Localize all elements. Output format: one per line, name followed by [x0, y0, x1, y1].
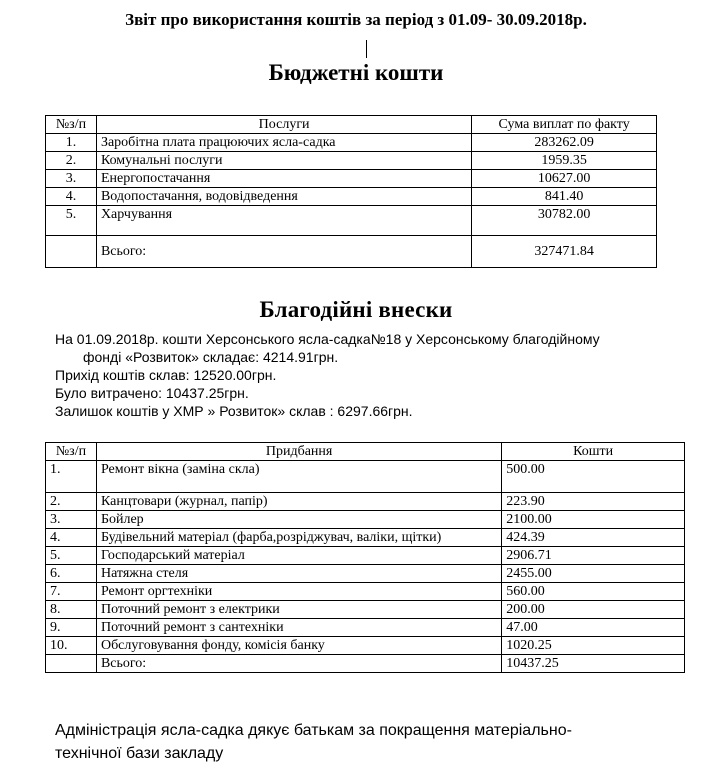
total-row [46, 236, 657, 268]
info-line: На 01.09.2018р. кошти Херсонського ясла-садка№18 у Херсонському благодійному [55, 331, 600, 347]
col-header-number: №з/п [46, 116, 97, 134]
total-value: 327471.84 [472, 236, 657, 268]
total-row [46, 655, 685, 673]
total-label: Всього: [96, 655, 501, 673]
row-item: Бойлер [96, 511, 501, 529]
row-number: 5. [46, 206, 97, 236]
purchases-table [45, 442, 685, 673]
table-row [46, 170, 657, 188]
row-number: 2. [46, 152, 97, 170]
row-number: 1. [46, 134, 97, 152]
budget-table [45, 115, 657, 268]
row-service: Заробітна плата працюючих ясла-садка [96, 134, 471, 152]
table-row [46, 583, 685, 601]
row-service: Харчування [96, 206, 471, 236]
row-item: Поточний ремонт з сантехніки [96, 619, 501, 637]
table-row [46, 637, 685, 655]
row-number: 5. [46, 547, 97, 565]
row-sum: 223.90 [502, 493, 685, 511]
row-item: Натяжна стеля [96, 565, 501, 583]
total-number-cell [46, 655, 97, 673]
table-header-row [46, 116, 657, 134]
row-sum: 10627.00 [472, 170, 657, 188]
total-label: Всього: [96, 236, 471, 268]
row-number: 9. [46, 619, 97, 637]
row-item: Ремонт оргтехніки [96, 583, 501, 601]
row-sum: 30782.00 [472, 206, 657, 236]
charity-info [55, 330, 695, 420]
total-value: 10437.25 [502, 655, 685, 673]
info-line: Залишок коштів у ХМР » Розвиток» склав : 6297.66грн. [55, 403, 413, 419]
row-number: 3. [46, 511, 97, 529]
table-header-row [46, 443, 685, 461]
table-row [46, 619, 685, 637]
row-sum: 200.00 [502, 601, 685, 619]
row-number: 10. [46, 637, 97, 655]
col-header-number: №з/п [46, 443, 97, 461]
row-sum: 2455.00 [502, 565, 685, 583]
table-row [46, 493, 685, 511]
row-number: 6. [46, 565, 97, 583]
table-row [46, 134, 657, 152]
row-sum: 424.39 [502, 529, 685, 547]
col-header-sum: Сума виплат по факту [472, 116, 657, 134]
row-sum: 2906.71 [502, 547, 685, 565]
total-number-cell [46, 236, 97, 268]
row-number: 4. [46, 529, 97, 547]
table-row [46, 511, 685, 529]
table-row [46, 529, 685, 547]
table-row [46, 547, 685, 565]
table-row [46, 565, 685, 583]
col-header-purchases: Придбання [96, 443, 501, 461]
row-sum: 1959.35 [472, 152, 657, 170]
table-row [46, 152, 657, 170]
row-number: 8. [46, 601, 97, 619]
table-row [46, 461, 685, 493]
row-item: Будівельний матеріал (фарба,розріджувач, валіки, щітки) [96, 529, 501, 547]
row-service: Водопостачання, водовідведення [96, 188, 471, 206]
budget-heading: Бюджетні кошти [268, 60, 444, 85]
row-item: Ремонт вікна (заміна скла) [96, 461, 501, 493]
row-item: Канцтовари (журнал, папір) [96, 493, 501, 511]
col-header-funds: Кошти [502, 443, 685, 461]
row-number: 4. [46, 188, 97, 206]
text-cursor [366, 40, 367, 58]
info-line: Було витрачено: 10437.25грн. [55, 385, 249, 401]
footer-note [55, 719, 695, 765]
row-number: 1. [46, 461, 97, 493]
charity-heading: Благодійні внески [259, 297, 453, 322]
col-header-services: Послуги [96, 116, 471, 134]
table-row [46, 188, 657, 206]
row-sum: 47.00 [502, 619, 685, 637]
row-item: Поточний ремонт з електрики [96, 601, 501, 619]
info-line: фонді «Розвиток» складає: 4214.91грн. [83, 349, 339, 365]
info-line: Прихід коштів склав: 12520.00грн. [55, 367, 277, 383]
table-row [46, 601, 685, 619]
row-number: 3. [46, 170, 97, 188]
row-service: Комунальні послуги [96, 152, 471, 170]
report-title: Звіт про використання коштів за період з 01.09- 30.09.2018р. [125, 10, 587, 29]
footer-line: технічної бази закладу [55, 745, 224, 762]
row-item: Обслуговування фонду, комісія банку [96, 637, 501, 655]
row-number: 7. [46, 583, 97, 601]
footer-line: Адміністрація ясла-садка дякує батькам за покращення матеріально- [55, 722, 572, 739]
row-service: Енергопостачання [96, 170, 471, 188]
row-sum: 283262.09 [472, 134, 657, 152]
row-sum: 841.40 [472, 188, 657, 206]
row-item: Господарський матеріал [96, 547, 501, 565]
row-number: 2. [46, 493, 97, 511]
table-row [46, 206, 657, 236]
row-sum: 1020.25 [502, 637, 685, 655]
row-sum: 2100.00 [502, 511, 685, 529]
row-sum: 500.00 [502, 461, 685, 493]
row-sum: 560.00 [502, 583, 685, 601]
